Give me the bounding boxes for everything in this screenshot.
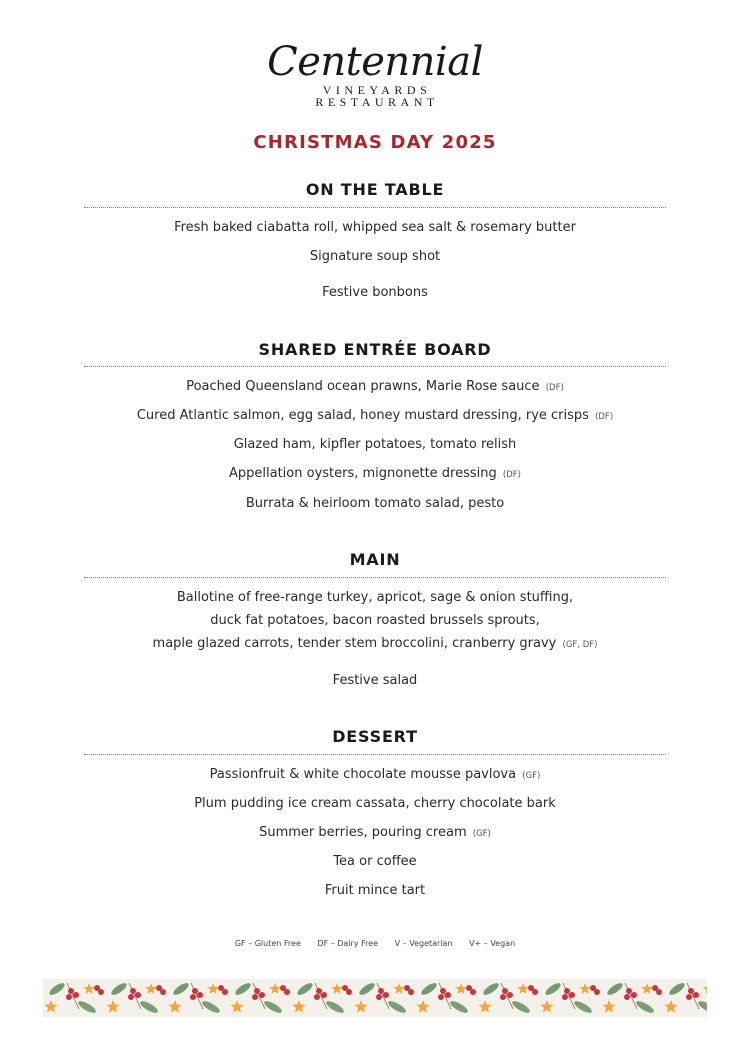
menu-item-text: Cured Atlantic salmon, egg salad, honey mustard dressing, rye crisps [136,408,589,423]
star-icon [455,983,466,994]
menu-item-text: Fresh baked ciabatta roll, whipped sea salt & rosemary butter [174,220,576,235]
leaf-icon [110,981,129,997]
star-icon [579,983,590,994]
menu-item-text: Ballotine of free-range turkey, apricot, sage & onion stuffing, [176,590,574,605]
star-icon [331,983,342,994]
berry-icon [98,989,104,995]
berry-icon [688,988,694,994]
dietary-tag: (DF) [545,383,564,393]
berry-icon [321,992,327,998]
leaf-icon [263,999,284,1015]
menu-item [0,437,750,452]
berry-icon [686,994,692,1000]
dietary-tag: (DF) [502,470,521,480]
berry-icon [502,988,508,994]
berry-icon [66,994,72,1000]
menu-item-text: Summer berries, pouring cream [259,825,467,840]
menu-item-text: Fruit mince tart [324,883,426,898]
leaf-icon [449,999,470,1015]
berry-icon [378,988,384,994]
menu-item [0,590,750,605]
star-icon [292,1000,305,1013]
star-icon [478,1000,491,1013]
menu-item-text: Festive bonbons [322,285,428,300]
section-divider [84,366,666,367]
berry-icon [192,988,198,994]
berry-icon [135,992,141,998]
berry-icon [631,992,637,998]
leaf-icon [420,981,439,997]
berry-icon [693,992,699,998]
menu-item-text: Glazed ham, kipfler potatoes, tomato relish [233,437,517,452]
berry-icon [564,988,570,994]
dietary-tag: (GF) [472,829,491,839]
berry-icon [284,989,290,995]
leaf-icon [358,981,377,997]
berry-icon [376,994,382,1000]
leaf-icon [606,981,625,997]
berry-icon [445,992,451,998]
leaf-icon [573,999,594,1015]
menu-item-text: Burrata & heirloom tomato salad, pesto [245,496,505,511]
berry-icon [254,988,260,994]
berry-icon [569,992,575,998]
star-icon [416,1000,429,1013]
berry-icon [440,988,446,994]
berry-icon [626,988,632,994]
dietary-legend [0,939,750,948]
berry-icon [130,988,136,994]
menu-item [0,408,750,423]
section-divider [84,754,666,755]
berry-icon [594,989,600,995]
star-icon [602,1000,615,1013]
berry-icon [346,989,352,995]
berry-icon [160,989,166,995]
logo-script-text: Centennial [267,39,483,85]
star-icon [145,983,156,994]
berry-icon [128,994,134,1000]
leaf-icon [635,999,656,1015]
berry-icon [507,992,513,998]
menu-item-text: Plum pudding ice cream cassata, cherry chocolate bark [194,796,556,811]
section-heading-shared-entree-board: SHARED ENTRÉE BOARD [258,340,492,359]
star-icon [168,1000,181,1013]
event-title: CHRISTMAS DAY 2025 [253,132,497,153]
berry-icon [259,992,265,998]
legend-item: V+ – Vegan [469,939,516,948]
menu-item-text: Tea or coffee [333,854,417,869]
berry-icon [316,988,322,994]
berry-icon [408,989,414,995]
section-divider [84,577,666,578]
menu-item [0,767,750,782]
berry-icon [190,994,196,1000]
section-heading-on-the-table: ON THE TABLE [305,180,445,199]
berry-icon [68,988,74,994]
menu-item-text: Poached Queensland ocean prawns, Marie Rose sauce [186,379,540,394]
menu-item [0,796,750,811]
logo-line-vineyards: VINEYARDS [322,83,432,97]
berry-icon [562,994,568,1000]
star-icon [207,983,218,994]
legend-item: DF – Dairy Free [317,939,379,948]
menu-item-text: maple glazed carrots, tender stem broccolini, cranberry gravy [152,636,557,651]
leaf-icon [139,999,160,1015]
star-icon [540,1000,553,1013]
berry-icon [532,989,538,995]
menu-item [0,285,750,300]
section-divider [84,207,666,208]
restaurant-logo [0,40,750,108]
section-heading-dessert: DESSERT [332,727,418,746]
menu-item [0,883,750,898]
menu-item [0,249,750,264]
menu-item-text: Signature soup shot [309,249,441,264]
berry-icon [656,989,662,995]
star-icon [703,983,707,994]
star-icon [44,1000,57,1013]
legend-item: V – Vegetarian [394,939,453,948]
dietary-tag: (DF) [595,412,614,422]
leaf-icon [387,999,408,1015]
menu-item [0,379,750,394]
berry-icon [624,994,630,1000]
section-heading-main: MAIN [349,550,401,569]
berry-icon [222,989,228,995]
leaf-icon [511,999,532,1015]
menu-item-text: duck fat potatoes, bacon roasted brussels sprouts, [210,613,540,628]
leaf-icon [77,999,98,1015]
berry-icon [73,992,79,998]
berry-icon [197,992,203,998]
berry-icon [500,994,506,1000]
star-icon [664,1000,677,1013]
leaf-icon [544,981,563,997]
star-icon [393,983,404,994]
dietary-tag: (GF) [522,771,541,781]
star-icon [269,983,280,994]
berry-icon [252,994,258,1000]
menu-item [0,496,750,511]
leaf-icon [201,999,222,1015]
berry-icon [314,994,320,1000]
menu-item-text: Passionfruit & white chocolate mousse pavlova [209,767,517,782]
leaf-icon [234,981,253,997]
berry-icon [383,992,389,998]
berry-icon [470,989,476,995]
leaf-icon [482,981,501,997]
festive-border-art [43,979,707,1017]
berry-icon [438,994,444,1000]
leaf-icon [296,981,315,997]
star-icon [641,983,652,994]
star-icon [106,1000,119,1013]
star-icon [83,983,94,994]
festive-border [43,979,707,1017]
logo-line-restaurant: RESTAURANT [315,95,439,109]
menu-item [0,636,750,651]
leaf-icon [48,981,67,997]
menu-item-text: Appellation oysters, mignonette dressing [229,466,497,481]
leaf-icon [172,981,191,997]
dietary-tag: (GF, DF) [562,640,598,650]
star-icon [230,1000,243,1013]
legend-item: GF – Gluten Free [234,939,301,948]
menu-item [0,854,750,869]
star-icon [354,1000,367,1013]
star-icon [517,983,528,994]
menu-item-text: Festive salad [332,673,418,688]
menu-item [0,673,750,688]
menu-item [0,613,750,628]
leaf-icon [668,981,687,997]
menu-item [0,825,750,840]
menu-item [0,466,750,481]
menu-item [0,220,750,235]
leaf-icon [325,999,346,1015]
